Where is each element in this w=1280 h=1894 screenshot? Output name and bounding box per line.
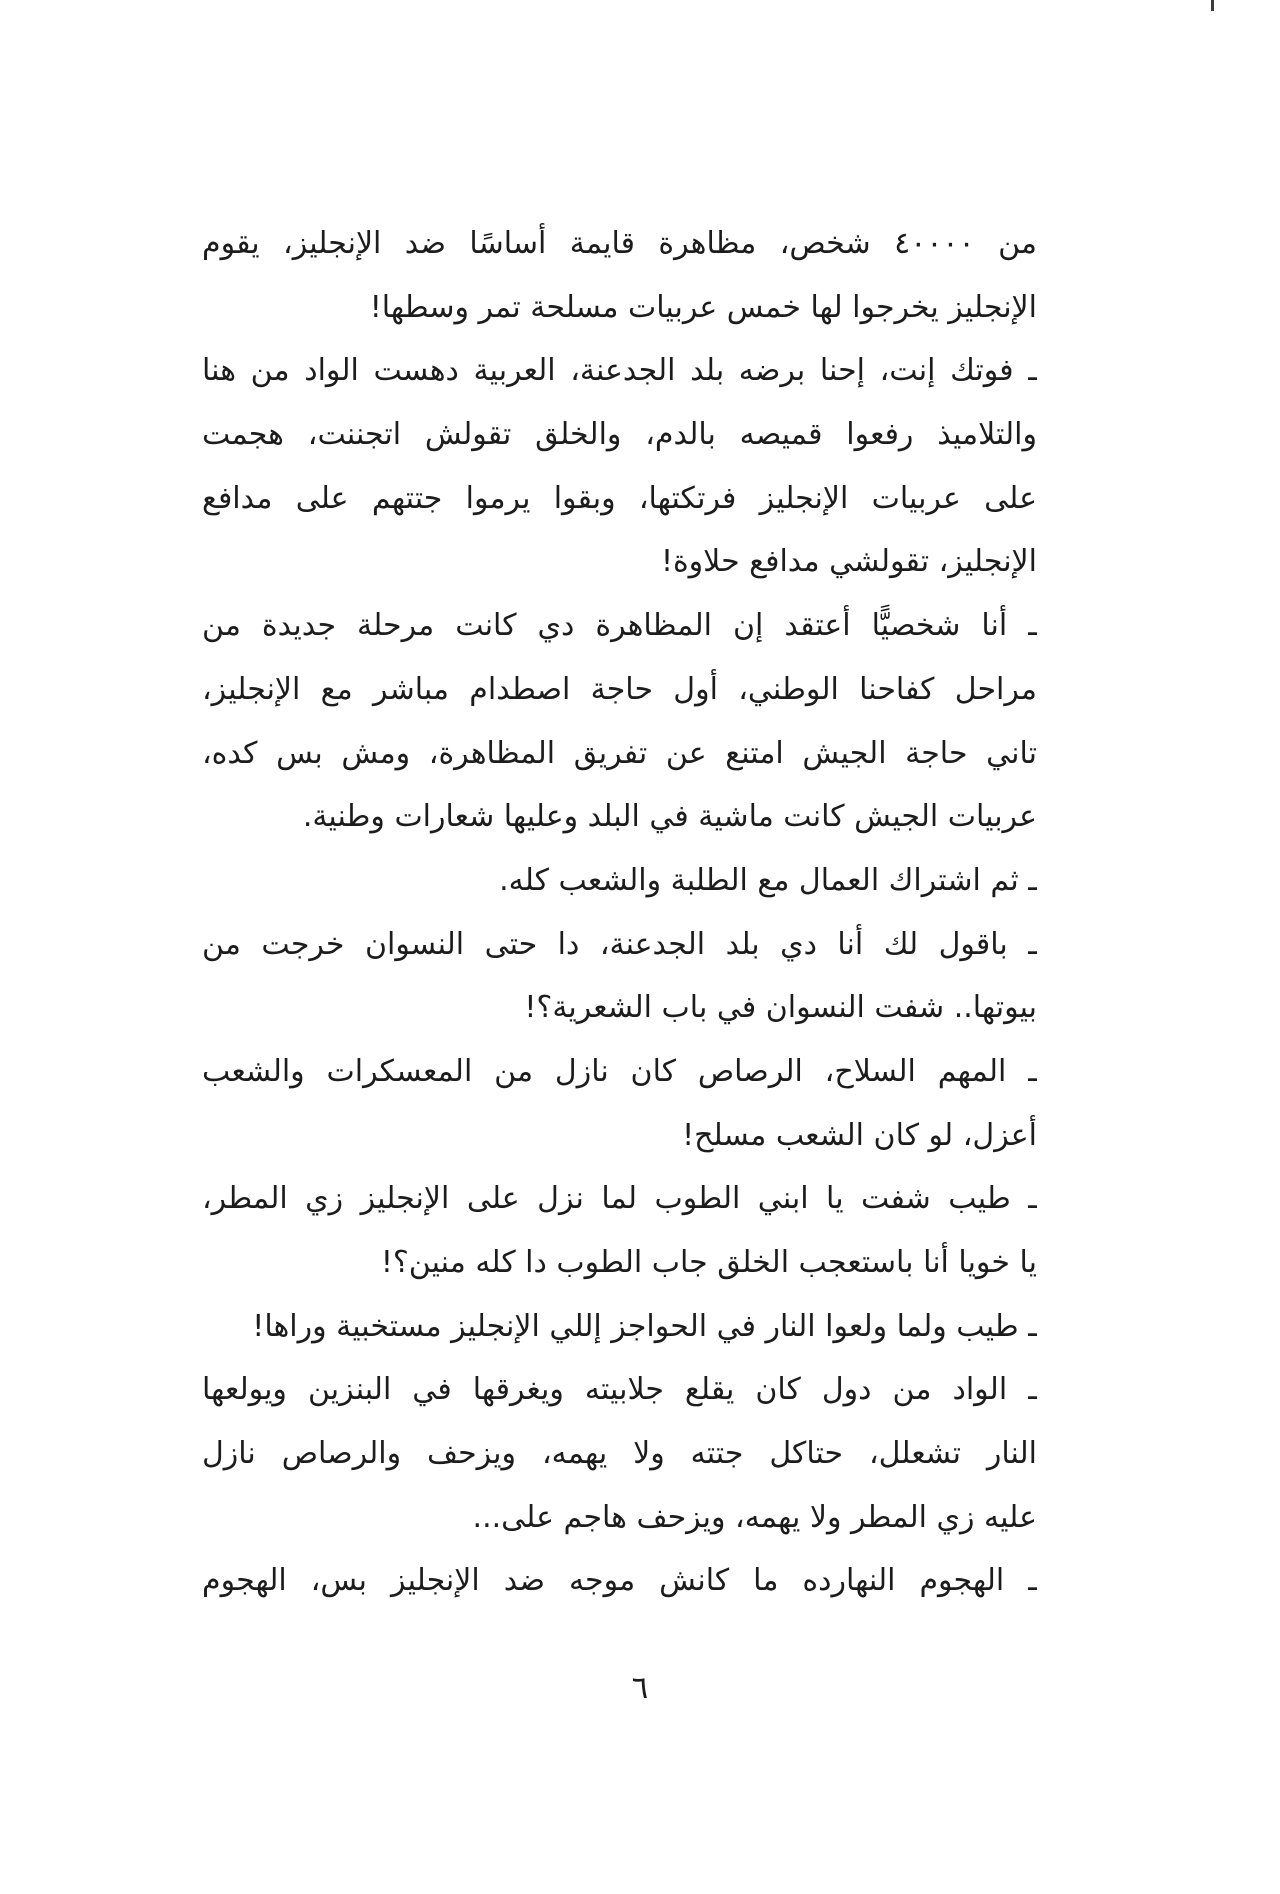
- text-line: عربيات الجيش كانت ماشية في البلد وعليها شعارات وطنية.: [302, 799, 1037, 835]
- paragraph: [202, 1295, 1037, 1359]
- paragraph: [202, 1358, 1037, 1549]
- page-text-block: [202, 212, 1037, 1613]
- paragraph: [202, 849, 1037, 913]
- paragraph: [202, 339, 1037, 594]
- text-line: ـ أنا شخصيًّا أعتقد إن المظاهرة دي كانت مرحلة جديدة من: [202, 608, 1037, 644]
- paragraph: [202, 594, 1037, 849]
- text-line: مراحل كفاحنا الوطني، أول حاجة اصطدام مباشر مع الإنجليز،: [202, 671, 1037, 707]
- text-line: والتلاميذ رفعوا قميصه بالدم، والخلق تقولش اتجننت، هجمت: [202, 417, 1037, 453]
- text-line: أعزل، لو كان الشعب مسلح!: [682, 1117, 1037, 1153]
- page-number: ٦: [631, 1670, 649, 1706]
- text-line: ـ فوتك إنت، إحنا برضه بلد الجدعنة، العربية دهست الواد من هنا: [202, 353, 1037, 389]
- text-line: ـ ثم اشتراك العمال مع الطلبة والشعب كله.: [499, 862, 1037, 898]
- text-line: عليه زي المطر ولا يهمه، ويزحف هاجم على...: [472, 1499, 1037, 1535]
- text-line: ـ الهجوم النهارده ما كانش موجه ضد الإنجليز بس، الهجوم: [202, 1563, 1037, 1599]
- text-line: ـ الواد من دول كان يقلع جلابيته ويغرقها في البنزين ويولعها: [202, 1372, 1037, 1408]
- paragraph: [202, 1549, 1037, 1613]
- text-line: ـ طيب ولما ولعوا النار في الحواجز إللي الإنجليز مستخبية وراها!: [252, 1308, 1037, 1344]
- text-line: ـ باقول لك أنا دي بلد الجدعنة، دا حتى النسوان خرجت من: [202, 926, 1037, 962]
- paragraph: [202, 212, 1037, 339]
- text-line: على عربيات الإنجليز فرتكتها، وبقوا يرموا جتتهم على مدافع: [202, 480, 1037, 516]
- text-line: النار تشعلل، حتاكل جتته ولا يهمه، ويزحف والرصاص نازل: [202, 1436, 1037, 1472]
- text-line: من ٤٠٠٠٠ شخص، مظاهرة قايمة أساسًا ضد الإنجليز، يقوم: [202, 226, 1037, 261]
- text-line: الإنجليز يخرجوا لها خمس عربيات مسلحة تمر وسطها!: [369, 289, 1037, 325]
- text-line: يا خويا أنا باستعجب الخلق جاب الطوب دا كله منين؟!: [380, 1245, 1037, 1280]
- paragraph: [202, 913, 1037, 1040]
- text-line: ـ المهم السلاح، الرصاص كان نازل من المعسكرات والشعب: [202, 1053, 1037, 1089]
- text-line: بيوتها.. شفت النسوان في باب الشعرية؟!: [524, 990, 1037, 1026]
- text-line: تاني حاجة الجيش امتنع عن تفريق المظاهرة، ومش بس كده،: [202, 735, 1037, 771]
- paragraph: [202, 1167, 1037, 1294]
- paragraph: [202, 1040, 1037, 1167]
- scan-artifact-mark: [1211, 0, 1214, 11]
- text-line: الإنجليز، تقولشي مدافع حلاوة!: [660, 544, 1037, 580]
- text-line: ـ طيب شفت يا ابني الطوب لما نزل على الإنجليز زي المطر،: [202, 1181, 1037, 1217]
